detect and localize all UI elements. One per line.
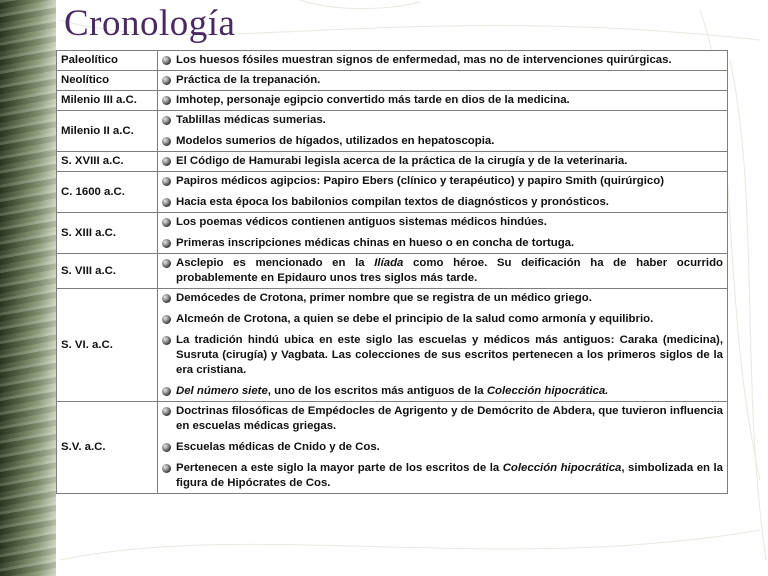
bullet-icon (162, 336, 171, 345)
bullet-icon (162, 96, 171, 105)
period-cell: S. VI. a.C. (57, 289, 158, 402)
bullet-icon (162, 259, 171, 268)
event-text-italic: Del número siete (176, 385, 268, 397)
table-row (57, 71, 728, 91)
event-item (162, 236, 723, 251)
event-text: Asclepio es mencionado en la (176, 257, 375, 269)
events-cell (158, 402, 728, 494)
events-cell (158, 51, 728, 71)
event-item (162, 134, 723, 149)
bullet-icon (162, 218, 171, 227)
events-cell (158, 91, 728, 111)
events-cell (158, 152, 728, 172)
events-cell (158, 254, 728, 289)
event-text: Primeras inscripciones médicas chinas en hueso o en concha de tortuga. (176, 237, 575, 249)
event-text: Imhotep, personaje egipcio convertido más tarde en dios de la medicina. (176, 94, 570, 106)
event-item (162, 73, 723, 88)
event-text: , uno de los escritos más antiguos de la (267, 385, 487, 397)
event-text: Hacia esta época los babilonios compilan textos de diagnósticos y pronósticos. (176, 196, 609, 208)
event-item (162, 440, 723, 455)
chronology-table (56, 50, 728, 494)
period-cell: S. XIII a.C. (57, 213, 158, 254)
page-title: Cronología (64, 3, 236, 44)
event-item (162, 384, 723, 399)
event-text: Escuelas médicas de Cnido y de Cos. (176, 441, 380, 453)
event-text: Papiros médicos agipcios: Papiro Ebers (clínico y terapéutico) y papiro Smith (quirúrgico) (176, 175, 664, 187)
event-text: Práctica de la trepanación. (176, 74, 321, 86)
table-row (57, 402, 728, 494)
event-text-italic: Colección hipocrática (502, 462, 622, 474)
event-text-italic: Ilíada (374, 257, 404, 269)
event-text: Tablillas médicas sumerias. (176, 114, 326, 126)
event-item (162, 312, 723, 327)
period-cell: Milenio II a.C. (57, 111, 158, 152)
table-row (57, 51, 728, 71)
event-text: Alcmeón de Crotona, a quien se debe el principio de la salud como armonía y equilibrio. (176, 313, 654, 325)
event-text: Modelos sumerios de hígados, utilizados en hepatoscopia. (176, 135, 495, 147)
event-text: como héroe. Su deificación ha de haber ocurrido probablemente en Epidauro unos tres siglos más tarde. (176, 257, 723, 284)
event-item (162, 195, 723, 210)
bullet-icon (162, 239, 171, 248)
event-text: , simbolizada en la figura de Hipócrates de Cos. (176, 462, 723, 489)
table-row (57, 91, 728, 111)
bullet-icon (162, 294, 171, 303)
bullet-icon (162, 443, 171, 452)
period-cell: C. 1600 a.C. (57, 172, 158, 213)
period-cell: S. VIII a.C. (57, 254, 158, 289)
decorative-left-strip (0, 0, 56, 576)
event-text: Demócedes de Crotona, primer nombre que se registra de un médico griego. (176, 292, 592, 304)
event-text: Los poemas védicos contienen antiguos sistemas médicos hindúes. (176, 216, 547, 228)
event-item (162, 256, 723, 286)
events-cell (158, 172, 728, 213)
event-item (162, 291, 723, 306)
table-row (57, 213, 728, 254)
table-row (57, 289, 728, 402)
bullet-icon (162, 407, 171, 416)
event-text: La tradición hindú ubica en este siglo las escuelas y médicos más antiguos: Caraka (medicina), Susruta (cirugía) y Vagbata. Las colecciones de sus escritos pertenecen a los primeros siglos de la era cristiana. (176, 334, 723, 376)
bullet-icon (162, 116, 171, 125)
table-row (57, 254, 728, 289)
bullet-icon (162, 198, 171, 207)
period-cell: S.V. a.C. (57, 402, 158, 494)
events-cell (158, 213, 728, 254)
bullet-icon (162, 387, 171, 396)
event-item (162, 461, 723, 491)
bullet-icon (162, 56, 171, 65)
bullet-icon (162, 464, 171, 473)
bullet-icon (162, 76, 171, 85)
event-item (162, 113, 723, 128)
events-cell (158, 111, 728, 152)
event-item (162, 333, 723, 378)
bullet-icon (162, 315, 171, 324)
event-text: Pertenecen a este siglo la mayor parte de los escritos de la (176, 462, 503, 474)
period-cell: Milenio III a.C. (57, 91, 158, 111)
period-cell: Paleolítico (57, 51, 158, 71)
event-item (162, 93, 723, 108)
events-cell (158, 289, 728, 402)
event-item (162, 154, 723, 169)
event-text: El Código de Hamurabi legisla acerca de la práctica de la cirugía y de la veterinaria. (176, 155, 628, 167)
bullet-icon (162, 137, 171, 146)
event-item (162, 53, 723, 68)
event-text-italic: Colección hipocrática. (486, 385, 609, 397)
table-row (57, 172, 728, 213)
event-item (162, 215, 723, 230)
bullet-icon (162, 157, 171, 166)
event-item (162, 174, 723, 189)
period-cell: S. XVIII a.C. (57, 152, 158, 172)
table-row (57, 111, 728, 152)
event-text: Doctrinas filosóficas de Empédocles de Agrigento y de Demócrito de Abdera, que tuvieron influencia en escuelas médicas griegas. (176, 405, 723, 432)
event-text: Los huesos fósiles muestran signos de enfermedad, mas no de intervenciones quirúrgicas. (176, 54, 672, 66)
events-cell (158, 71, 728, 91)
event-item (162, 404, 723, 434)
table-row (57, 152, 728, 172)
bullet-icon (162, 177, 171, 186)
period-cell: Neolítico (57, 71, 158, 91)
